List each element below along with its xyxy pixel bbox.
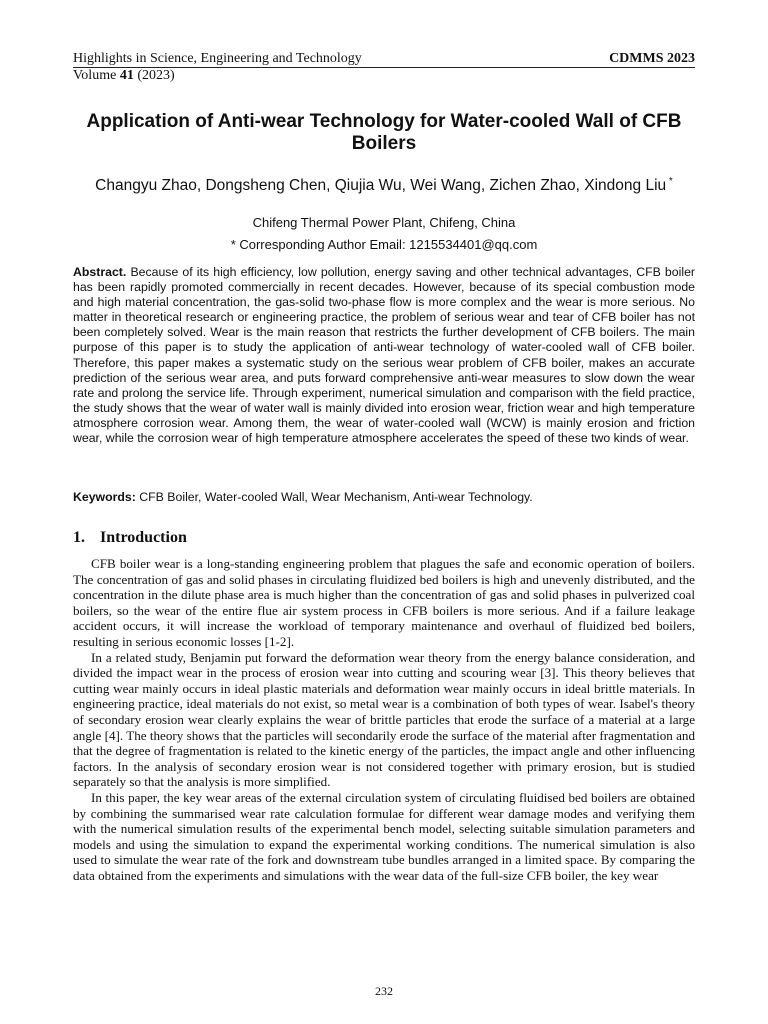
volume-year: (2023) [133,68,175,83]
journal-name: Highlights in Science, Engineering and Technology [73,51,362,66]
author-names: Changyu Zhao, Dongsheng Chen, Qiujia Wu, Wei Wang, Zichen Zhao, Xindong Liu [95,177,667,195]
keywords-label: Keywords: [73,490,136,504]
corresponding-author: * Corresponding Author Email: 1215534401@qq.com [230,237,538,252]
author-list [70,172,698,195]
affiliation: Chifeng Thermal Power Plant, Chifeng, China [252,215,516,230]
abstract [73,265,695,446]
section-title: Introduction [100,529,187,546]
paragraph: In this paper, the key wear areas of the external circulation system of circulating fluidised bed boilers are obtained by combining the summarised wear rate calculation formulae for different wear damage modes and verifying them with the numerical simulation results of the experimental bench model, selecting suitable simulation parameters and models and using the simulation to expand the experimental working conditions. The numerical simulation is also used to simulate the wear rate of the fork and downstream tube bundles arranged in a limited space. By comparing the data obtained from the experiments and simulations with the wear data of the full-size CFB boiler, the key wear [73,789,695,883]
section-number: 1. [73,529,85,546]
corresponding-marker: * [666,176,673,187]
volume-info [73,68,175,84]
body-text [73,556,695,883]
abstract-label: Abstract. [73,265,127,279]
volume-prefix: Volume [73,68,120,83]
keywords-text: CFB Boiler, Water-cooled Wall, Wear Mechanism, Anti-wear Technology. [135,490,533,504]
paper-title: Application of Anti-wear Technology for Water-cooled Wall of CFB Boilers [86,111,682,154]
abstract-text: Because of its high efficiency, low pollution, energy saving and other technical advantages, CFB boiler has been rapidly promoted commercially in recent decades. However, because of its special combustion mode and high material concentration, the gas-solid two-phase flow is more complex and the wear is more serious. No matter in theoretical research or engineering practice, the problem of serious wear and tear of CFB boiler has not been completely solved. Wear is the main reason that restricts the further development of CFB boilers. The main purpose of this paper is to study the application of anti-wear technology of water-cooled wall of CFB boiler. Therefore, this paper makes a systematic study on the serious wear problem of CFB boiler, makes an accurate prediction of the serious wear area, and puts forward comprehensive anti-wear measures to slow down the wear rate and prolong the service life. Through experiment, numerical simulation and comparison with the field practice, the study shows that the wear of water wall is mainly divided into erosion wear, friction wear and high temperature atmosphere corrosion wear. Among them, the wear of water-cooled wall (WCW) is mainly erosion and friction wear, while the corrosion wear of high temperature atmosphere accelerates the speed of these two kinds of wear. [73,265,695,446]
volume-number: 41 [119,68,134,83]
keywords [73,490,695,505]
page-number: 232 [375,984,393,998]
paragraph: CFB boiler wear is a long-standing engineering problem that plagues the safe and economic operation of boilers. The concentration of gas and solid phases in circulating fluidized bed boilers is high and unevenly distributed, and the concentration in the dilute phase area is much higher than the concentration of gas and solid phases in pulverized coal boilers, so the wear of the entire flue air system process in CFB boilers is more serious. And if a failure leakage accident occurs, it will increase the workload of temporary maintenance and overhaul of fluidized bed boilers, resulting in serious economic losses [1-2]. [73,556,695,649]
conference-name: CDMMS 2023 [609,51,695,66]
paragraph: In a related study, Benjamin put forward the deformation wear theory from the energy balance consideration, and divided the impact wear in the process of erosion wear into cutting and scouring wear [3]. This theory believes that cutting wear mainly occurs in ideal plastic materials and deformation wear mainly occurs in ideal brittle materials. In engineering practice, ideal materials do not exist, so metal wear is a combination of both types of wear. Isabel's theory of secondary erosion wear clearly explains the wear of brittle particles that erode the surface of a material at a large angle [4]. The theory shows that the particles will secondarily erode the surface of the material after fragmentation and that the degree of fragmentation is related to the kinetic energy of the particles, the impact angle and other influencing factors. In the analysis of secondary erosion wear is not considered together with primary erosion, but is studied separately so that the analysis is more simplified. [73,649,695,790]
section-heading [73,529,187,547]
